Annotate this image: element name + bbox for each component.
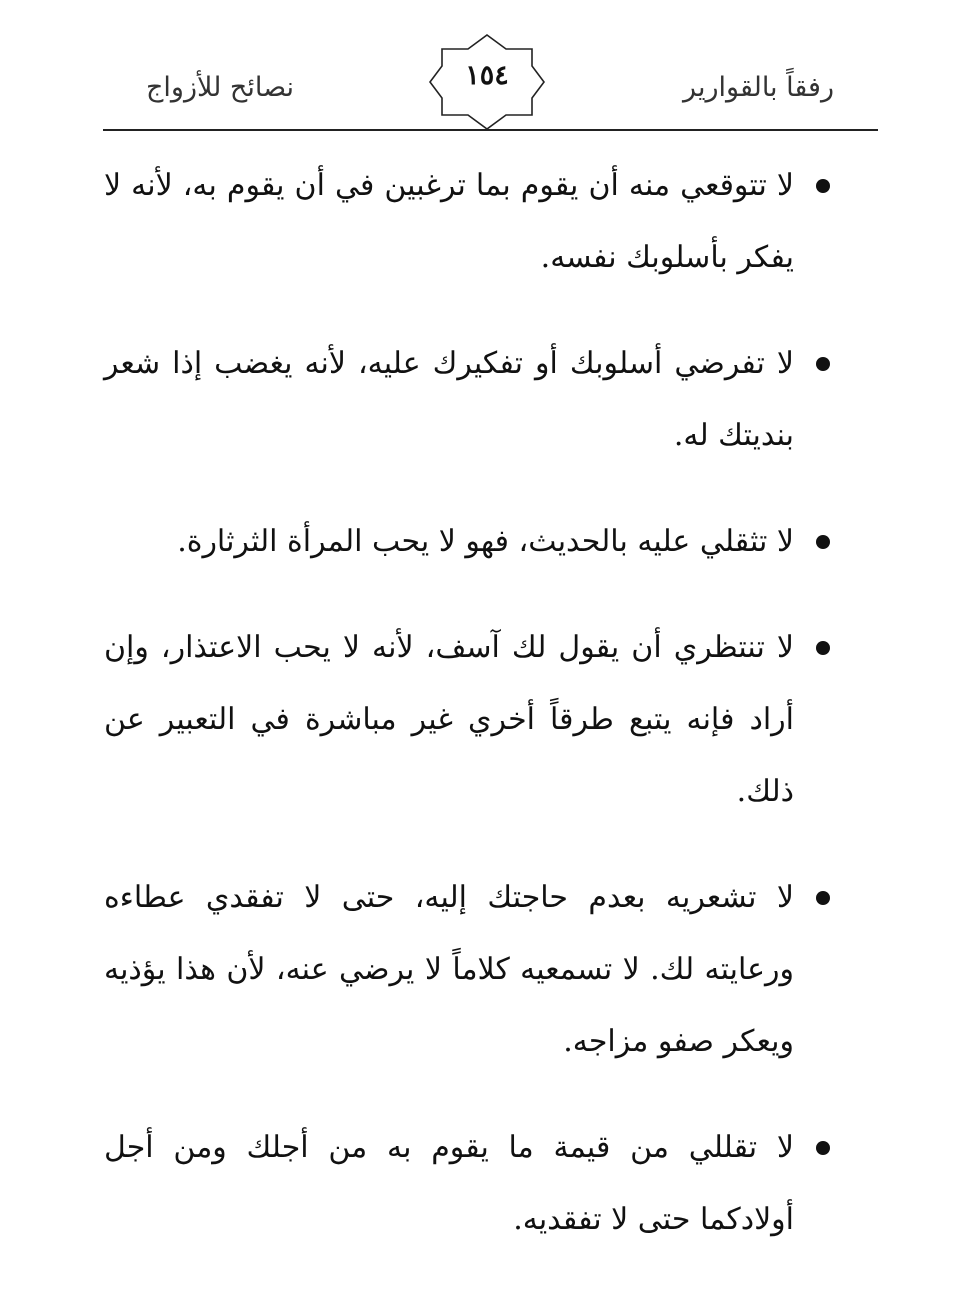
bullet-icon bbox=[816, 641, 830, 655]
page-number: ١٥٤ bbox=[465, 60, 509, 91]
bullet-icon bbox=[816, 535, 830, 549]
list-item bbox=[104, 612, 836, 828]
bullet-icon bbox=[816, 179, 830, 193]
list-item-text: لا تنتظري أن يقول لك آسف، لأنه لا يحب الاعتذار، وإن أراد فإنه يتبع طرقاً أخري غير مباشرة في التعبير عن ذلك. bbox=[104, 630, 794, 809]
list-item bbox=[104, 862, 836, 1078]
section-title: نصائح للأزواج bbox=[146, 72, 295, 103]
bullet-icon bbox=[816, 891, 830, 905]
list-item bbox=[104, 328, 836, 472]
list-item-text: لا تتوقعي منه أن يقوم بما ترغبين في أن يقوم به، لأنه لا يفكر بأسلوبك نفسه. bbox=[104, 168, 794, 275]
list-item-text: لا تثقلي عليه بالحديث، فهو لا يحب المرأة الثرثارة. bbox=[177, 524, 794, 559]
list-item bbox=[104, 1112, 836, 1256]
advice-list bbox=[104, 150, 836, 1256]
book-title: رفقاً بالقوارير bbox=[683, 72, 834, 103]
list-item bbox=[104, 506, 836, 578]
list-item-text: لا تشعريه بعدم حاجتك إليه، حتى لا تفقدي عطاءه ورعايته لك. لا تسمعيه كلاماً لا يرضي عنه، لأن هذا يؤذيه ويعكر صفو مزاجه. bbox=[104, 880, 794, 1059]
bullet-icon bbox=[816, 1141, 830, 1155]
list-item-text: لا تفرضي أسلوبك أو تفكيرك عليه، لأنه يغضب إذا شعر بنديتك له. bbox=[104, 346, 794, 453]
bullet-icon bbox=[816, 357, 830, 371]
page-number-badge bbox=[428, 34, 546, 130]
list-item bbox=[104, 150, 836, 294]
list-item-text: لا تقللي من قيمة ما يقوم به من أجلك ومن أجل أولادكما حتى لا تفقديه. bbox=[104, 1130, 794, 1237]
header-divider bbox=[103, 129, 878, 131]
page-header bbox=[0, 0, 980, 140]
